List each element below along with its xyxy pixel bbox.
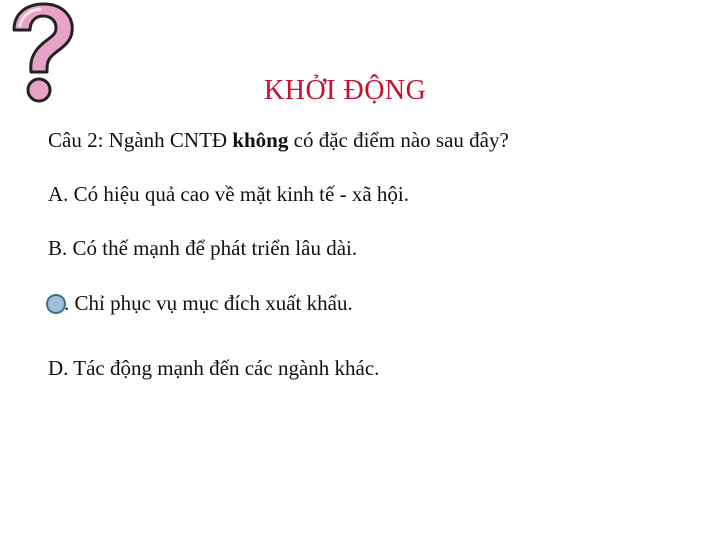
answer-option-d[interactable]: D. Tác động mạnh đến các ngành khác. [48, 356, 380, 380]
question-emphasis: không [232, 128, 289, 152]
answer-option-a[interactable]: A. Có hiệu quả cao về mặt kinh tế - xã hội. [48, 182, 409, 206]
slide-title: KHỞI ĐỘNG [264, 75, 427, 106]
question-text [48, 126, 509, 154]
question-mark-icon [0, 0, 80, 108]
answer-option-b[interactable]: B. Có thế mạnh để phát triển lâu dài. [48, 236, 358, 260]
answer-option-c[interactable]: . Chỉ phục vụ mục đích xuất khẩu. [64, 291, 353, 315]
question-suffix: có đặc điểm nào sau đây? [288, 128, 509, 152]
question-prefix: Câu 2: Ngành CNTĐ [48, 128, 233, 152]
circle-marker-icon [46, 294, 66, 314]
